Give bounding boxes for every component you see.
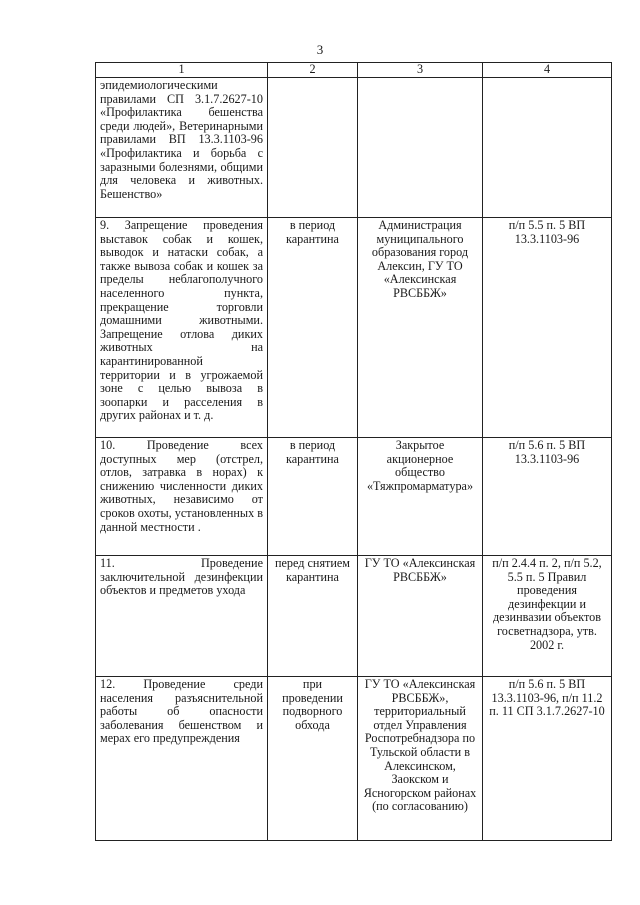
page-number: 3 xyxy=(316,42,324,57)
responsible-cell: ГУ ТО «Алексинская РВСББЖ» xyxy=(358,556,483,677)
basis-cell xyxy=(483,78,612,218)
period-cell xyxy=(268,78,358,218)
measures-table xyxy=(95,62,612,841)
basis-cell: п/п 5.6 п. 5 ВП 13.3.1103-96, п/п 11.2 п. 11 СП 3.1.7.2627-10 xyxy=(483,677,612,841)
table-header-row xyxy=(96,63,612,78)
column-header-2: 2 xyxy=(268,63,358,78)
column-header-4: 4 xyxy=(483,63,612,78)
basis-cell: п/п 5.6 п. 5 ВП 13.3.1103-96 xyxy=(483,438,612,556)
table-row xyxy=(96,78,612,218)
table-row xyxy=(96,218,612,438)
responsible-cell: ГУ ТО «Алексинская РВСББЖ», территориальный отдел Управления Роспотребнадзора по Тульской области в Алексинском, Заокском и Ясногорском районах (по согласованию) xyxy=(358,677,483,841)
column-header-3: 3 xyxy=(358,63,483,78)
period-cell: в период карантина xyxy=(268,438,358,556)
measure-cell: 10. Проведение всех доступных мер (отстрел, отлов, затравка в норах) к снижению численности диких животных, независимо от сроков охоты, установленных в данной местности . xyxy=(96,438,268,556)
measure-cell: 9. Запрещение проведения выставок собак и кошек, выводок и натаски собак, а также вывоза собак и кошек за пределы неблагополучного населенного пункта, прекращение торговли домашними животными. Запрещение отлова диких животных на карантинированной территории и в угрожаемой зоне с целью вывоза в зоопарки и расселения в других районах и т. д. xyxy=(96,218,268,438)
period-cell: перед снятием карантина xyxy=(268,556,358,677)
table-row xyxy=(96,438,612,556)
responsible-cell xyxy=(358,78,483,218)
column-header-1: 1 xyxy=(96,63,268,78)
basis-cell: п/п 2.4.4 п. 2, п/п 5.2, 5.5 п. 5 Правил проведения дезинфекции и дезинвазии объектов госветнадзора, утв. 2002 г. xyxy=(483,556,612,677)
measure-cell: 11. Проведение заключительной дезинфекции объектов и предметов ухода xyxy=(96,556,268,677)
table-row xyxy=(96,556,612,677)
responsible-cell: Администрация муниципального образования город Алексин, ГУ ТО «Алексинская РВСББЖ» xyxy=(358,218,483,438)
period-cell: в период карантина xyxy=(268,218,358,438)
table-row xyxy=(96,677,612,841)
basis-cell: п/п 5.5 п. 5 ВП 13.3.1103-96 xyxy=(483,218,612,438)
period-cell: при проведении подворного обхода xyxy=(268,677,358,841)
responsible-cell: Закрытое акционерное общество «Тяжпромарматура» xyxy=(358,438,483,556)
measure-cell: 12. Проведение среди населения разъяснительной работы об опасности заболевания бешенством и мерах его предупреждения xyxy=(96,677,268,841)
measure-cell: эпидемиологическими правилами СП 3.1.7.2627-10 «Профилактика бешенства среди людей», Ветеринарными правилами ВП 13.3.1103-96 «Профилактика и борьба с заразными болезнями, общими для человека и животных. Бешенство» xyxy=(96,78,268,218)
